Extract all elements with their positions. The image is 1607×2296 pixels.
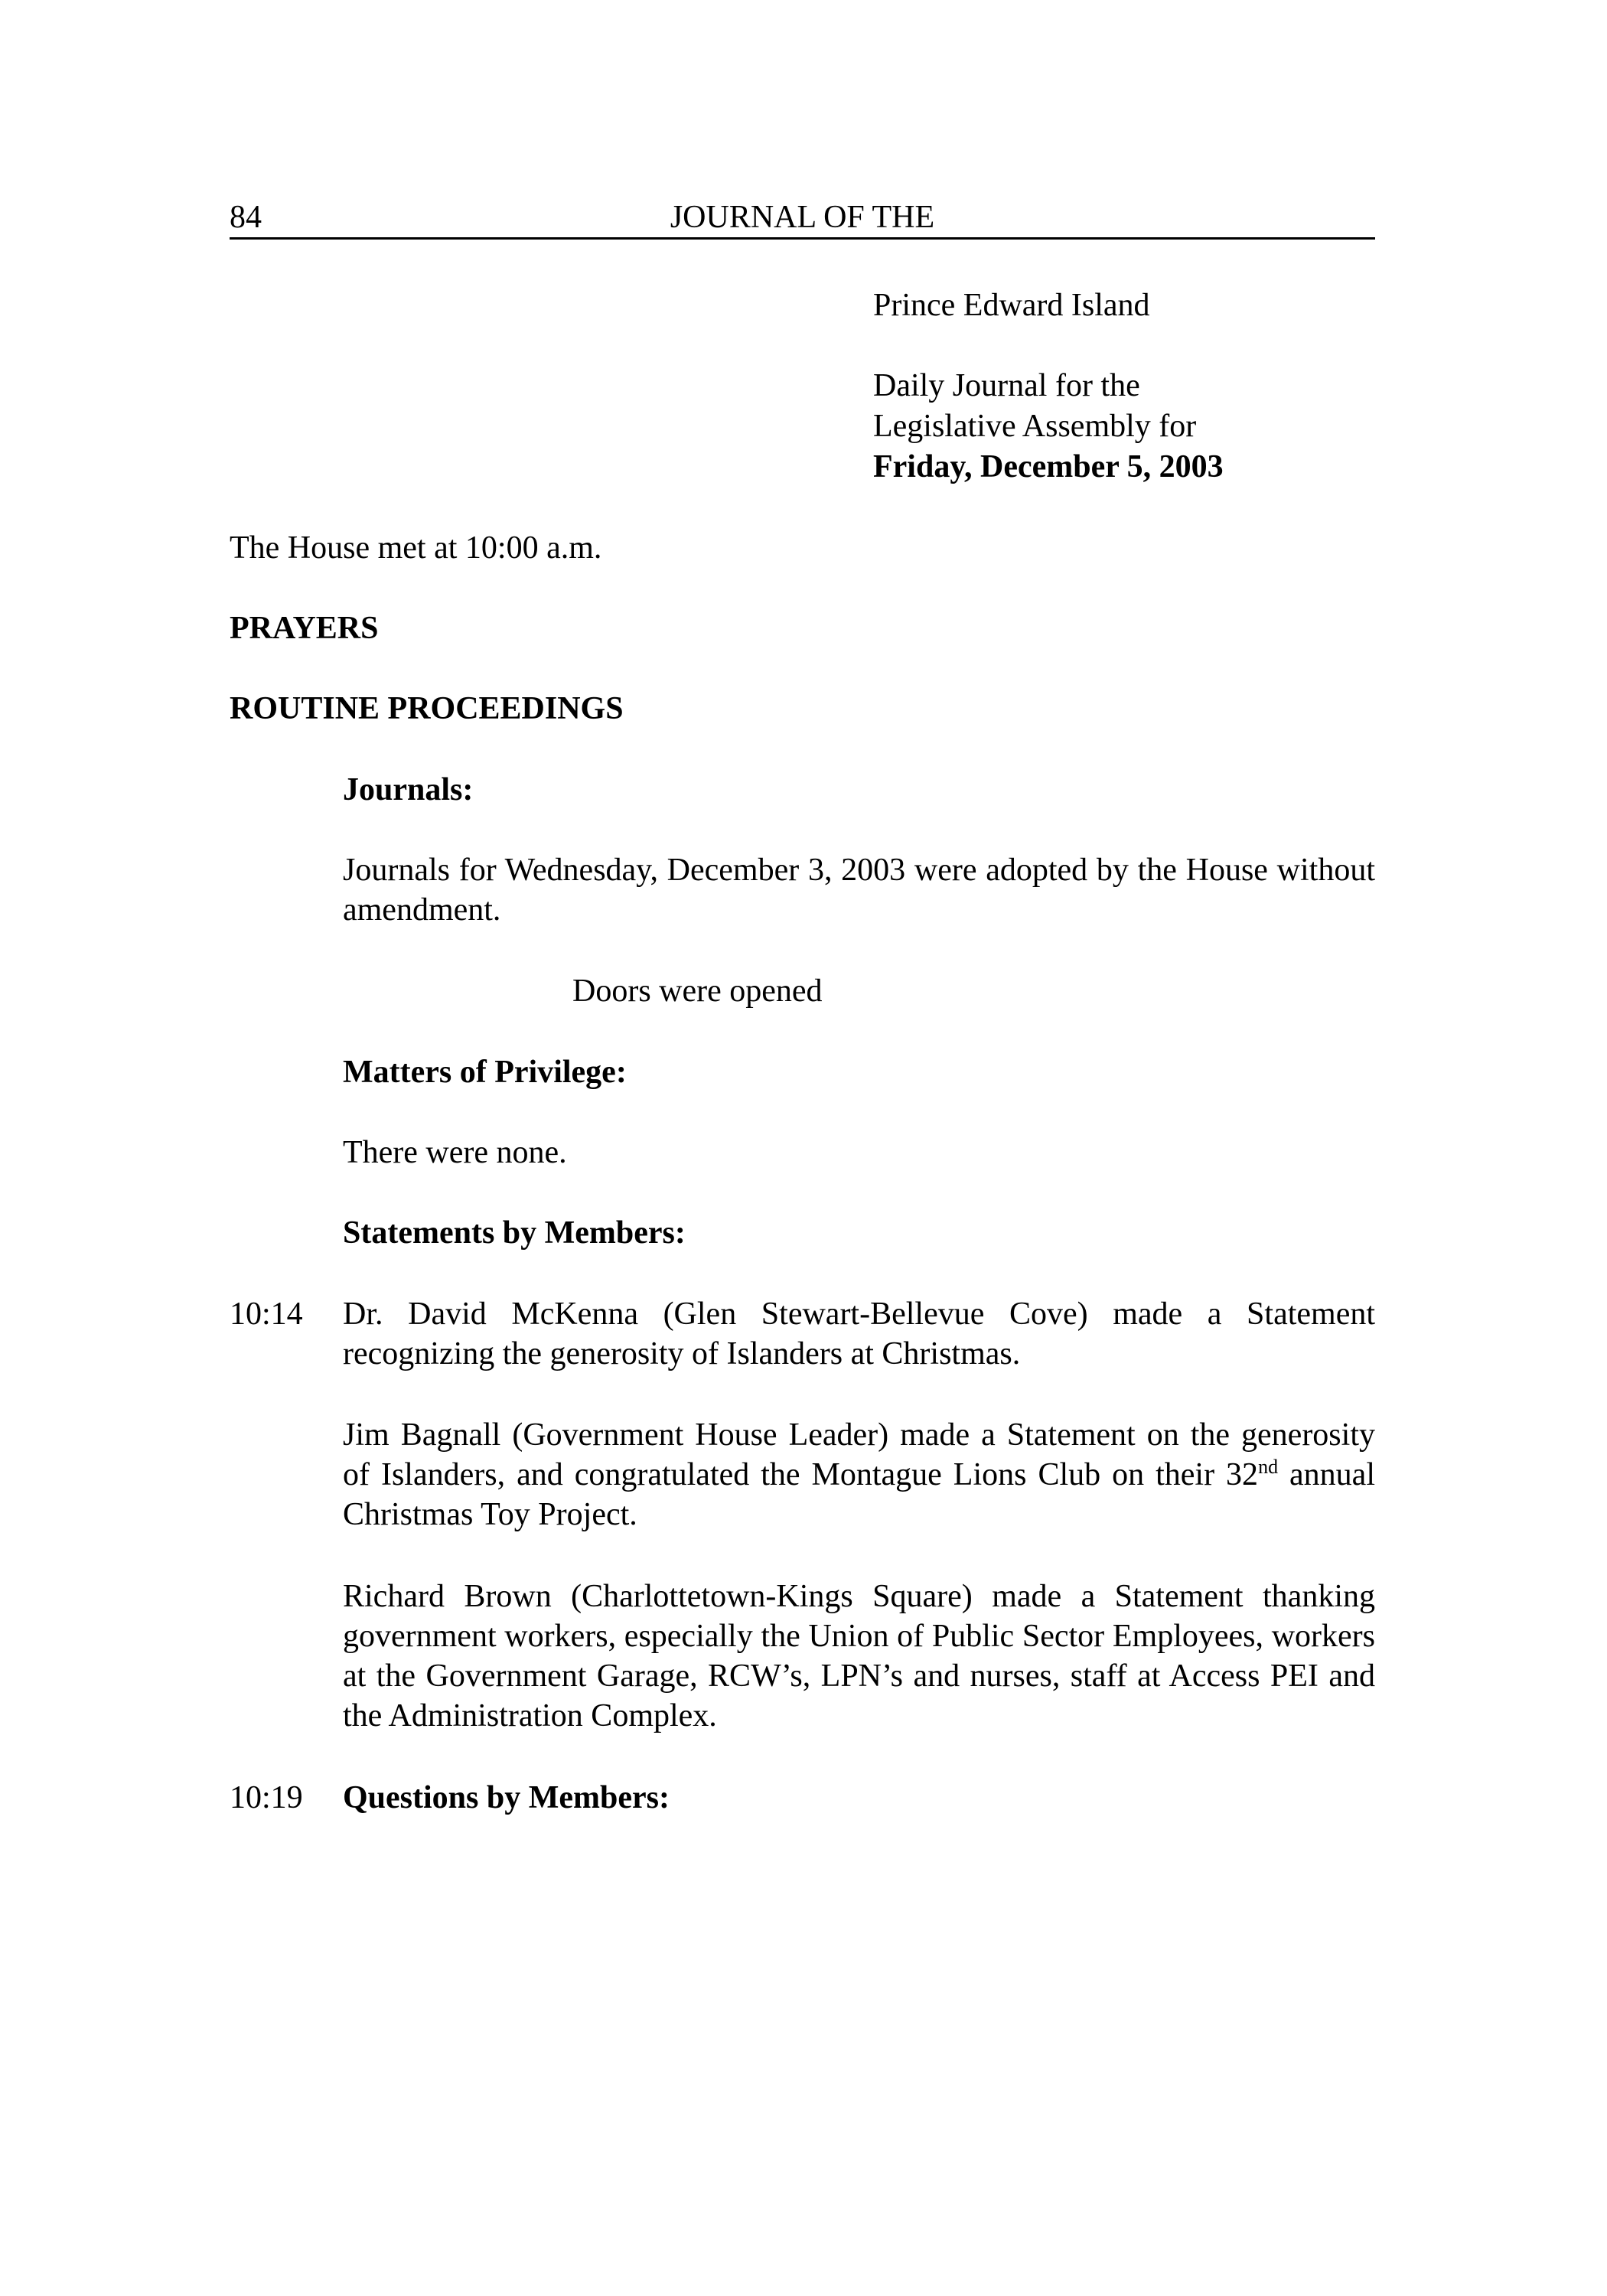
journal-title: JOURNAL OF THE bbox=[670, 200, 935, 235]
questions-heading: Questions by Members: bbox=[343, 1780, 670, 1815]
masthead-line-2: Legislative Assembly for bbox=[873, 409, 1197, 444]
statement-bagnall-text-end: annual Christmas Toy Project. bbox=[343, 1457, 1375, 1532]
statements-heading: Statements by Members: bbox=[343, 1215, 686, 1251]
province-name: Prince Edward Island bbox=[873, 288, 1150, 323]
doors-opened-note: Doors were opened bbox=[572, 974, 823, 1009]
prayers-heading: PRAYERS bbox=[230, 611, 379, 646]
journals-text: Journals for Wednesday, December 3, 2003 were adopted by the House without amendment. bbox=[343, 853, 1375, 928]
statement-brown: Richard Brown (Charlottetown-Kings Square) made a Statement thanking government workers, especially the Union of Public Sector Employees, workers at the Government Garage, RCW’s, LPN’s and nurses, staff at Access PEI and the Administration Complex. bbox=[343, 1579, 1375, 1733]
privilege-text: There were none. bbox=[343, 1135, 567, 1170]
sitting-date: Friday, December 5, 2003 bbox=[873, 449, 1224, 484]
page-number: 84 bbox=[230, 200, 262, 235]
running-header bbox=[230, 197, 1375, 240]
routine-proceedings-heading: ROUTINE PROCEEDINGS bbox=[230, 691, 624, 726]
statement-bagnall-text: Jim Bagnall (Government House Leader) made a Statement on the generosity of Islanders, and congratulated the Montague Lions Club on their 32 bbox=[343, 1417, 1375, 1492]
statement-mckenna: Dr. David McKenna (Glen Stewart-Bellevue Cove) made a Statement recognizing the generosity of Islanders at Christmas. bbox=[343, 1296, 1375, 1371]
ordinal-suffix: nd bbox=[1258, 1456, 1279, 1478]
statements-time: 10:14 bbox=[230, 1296, 303, 1332]
statement-bagnall bbox=[343, 1415, 1375, 1534]
opening-statement: The House met at 10:00 a.m. bbox=[230, 530, 602, 566]
questions-time: 10:19 bbox=[230, 1780, 303, 1815]
privilege-heading: Matters of Privilege: bbox=[343, 1055, 627, 1090]
masthead-line-1: Daily Journal for the bbox=[873, 368, 1140, 403]
journals-heading: Journals: bbox=[343, 772, 474, 807]
